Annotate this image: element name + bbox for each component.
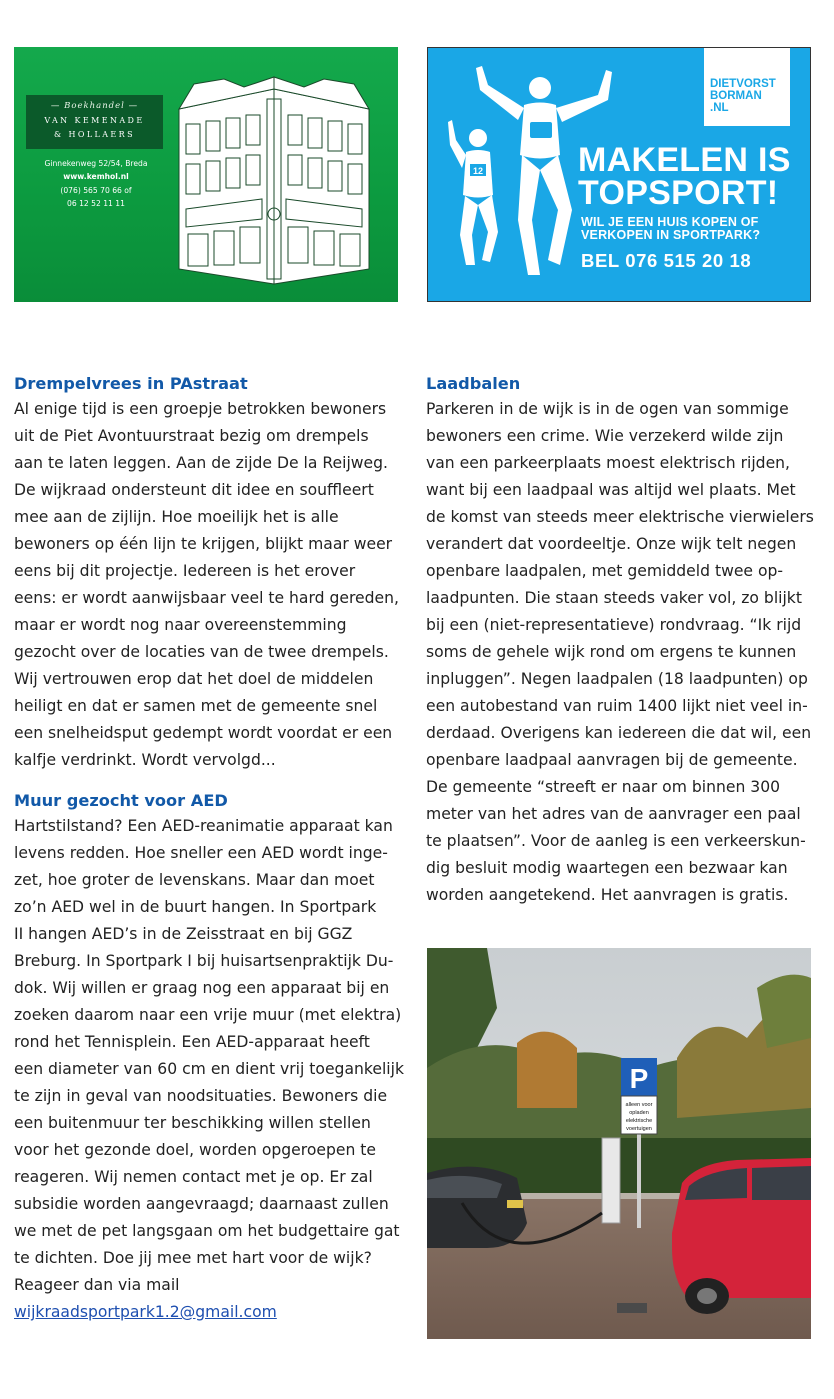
bookshop-logo-name-2: & HOLLAERS xyxy=(54,130,135,139)
brand-line-1: DIETVORST xyxy=(710,78,776,90)
bookshop-logo-name-1: VAN KEMENADE xyxy=(44,116,145,125)
charging-station-photo xyxy=(427,948,811,1339)
ad-headline-2: TOPSPORT! xyxy=(578,174,779,212)
bookshop-logo-pretitle: — Boekhandel — xyxy=(50,101,139,111)
brand-logo xyxy=(704,48,790,126)
drempelvrees-body: Al enige tijd is een groepje betrokken bewoners uit de Piet Avontuurstraat bezig om drempels aan te laten leggen. Aan de zijde De la Reijweg. De wijkraad ondersteunt dit idee en souffleert mee aan de zijlijn. Hoe moeilijk het is alle bewoners op één lijn te krijgen, blijkt maar weer eens bij dit projectje. Iedereen is het erover eens: er wordt aanwijsbaar veel te hard gereden, maar er wordt nog naar overeenstemming gezocht over de locaties van de twee drempels. Wij vertrouwen erop dat het doel de middelen heiligt en dat er samen met de gemeente snel een snelheidsput gedempt wordt voordat er een kalfje verdrinkt. Wordt vervolgd... xyxy=(14,400,399,769)
ad-subline-1: WIL JE EEN HUIS KOPEN OF xyxy=(581,215,759,229)
bookshop-logo xyxy=(26,95,163,149)
sign-text-1: alleen voor xyxy=(625,1102,653,1108)
ad-phone: BEL 076 515 20 18 xyxy=(581,250,752,271)
laadpalen-heading: Laadbalen xyxy=(426,374,521,393)
bookshop-phone-2: 06 12 52 11 11 xyxy=(67,199,125,209)
drempelvrees-heading: Drempelvrees in PAstraat xyxy=(14,374,248,393)
bookshop-advertisement xyxy=(14,47,398,302)
bookshop-building-illustration xyxy=(164,69,384,294)
ad-headline xyxy=(578,141,791,212)
aed-body: Hartstilstand? Een AED-reanimatie apparaat kan levens redden. Hoe sneller een AED wordt inge- zet, hoe groter de levenskans. Maar dan moet zo’n AED wel in de buurt hangen. In Sportpark II hangen AED’s in de Zeisstraat en bij GGZ Breburg. In Sportpark I bij huisartsenpraktijk Du- dok. Wij willen er graag nog een apparaat bij en zoeken daarom naar een vrije muur (met elektra) rond het Tennisplein. Een AED-apparaat heeft een diameter van 60 cm en dient vrij toegankelijk te zijn in geval van noodsituaties. Bewoners die een buitenmuur ter beschikking willen stellen voor het gezonde doel, worden opgeroepen te reageren. Wij nemen contact met je op. Er zal subsidie worden aangevraagd; daarnaast zullen we met de pet langsgaan om het budgettaire gat te dichten. Doe jij mee met hart voor de wijk? Reageer dan via mail xyxy=(14,817,404,1294)
brand-line-3: .NL xyxy=(710,102,729,114)
bookshop-phone-1: (076) 565 70 66 of xyxy=(60,185,132,195)
sign-text-2: opladen xyxy=(629,1110,649,1116)
ad-headline-1: MAKELEN IS xyxy=(578,141,791,179)
bookshop-contact xyxy=(26,157,166,211)
email-link[interactable]: wijkraadsportpark1.2@gmail.com xyxy=(14,1303,277,1321)
sign-text-3: elektrische xyxy=(625,1118,653,1124)
right-column xyxy=(426,372,822,909)
aed-heading: Muur gezocht voor AED xyxy=(14,791,228,810)
ad-subline xyxy=(581,216,760,242)
real-estate-advertisement xyxy=(427,47,811,302)
left-column xyxy=(14,372,406,1326)
bookshop-website: www.kemhol.nl xyxy=(63,172,129,182)
sign-text-4: voertuigen xyxy=(626,1126,652,1132)
brand-logo-text xyxy=(710,78,776,114)
laadpalen-body: Parkeren in de wijk is in de ogen van sommige bewoners een crime. Wie verzekerd wilde zijn van een parkeerplaats moest elektrisch rijden, want bij een laadpaal was altijd wel plaats. Met de komst van steeds meer elektrische vierwielers verandert dat voordeeltje. Onze wijk telt negen openbare laadpalen, met gemiddeld twee op- laadpunten. Die staan steeds vaker vol, zo blijkt bij een (niet-representatieve) rondvraag. “Ik rijd soms de gehele wijk rond om ergens te kunnen inpluggen”. Negen laadpalen (18 laadpunten) op een autobestand van ruim 1400 lijkt niet veel in- derdaad. Overigens kan iedereen die dat wil, een openbare laadpaal aanvragen bij de gemeente. De gemeente “streeft er naar om binnen 300 meter van het adres van de aanvrager een paal te plaatsen”. Voor de aanleg is een verkeerskun- dig besluit modig waartegen een bezwaar kan worden aangetekend. Het aanvragen is gratis. xyxy=(426,400,814,904)
ad-subline-2: VERKOPEN IN SPORTPARK? xyxy=(581,228,761,242)
parking-sign-letter: P xyxy=(629,1063,649,1094)
brand-line-2: BORMAN xyxy=(710,90,762,102)
photo-illustration xyxy=(427,948,811,1339)
runner-bib-number: 12 xyxy=(472,166,484,176)
bookshop-address: Ginnekenweg 52/54, Breda xyxy=(44,159,148,168)
